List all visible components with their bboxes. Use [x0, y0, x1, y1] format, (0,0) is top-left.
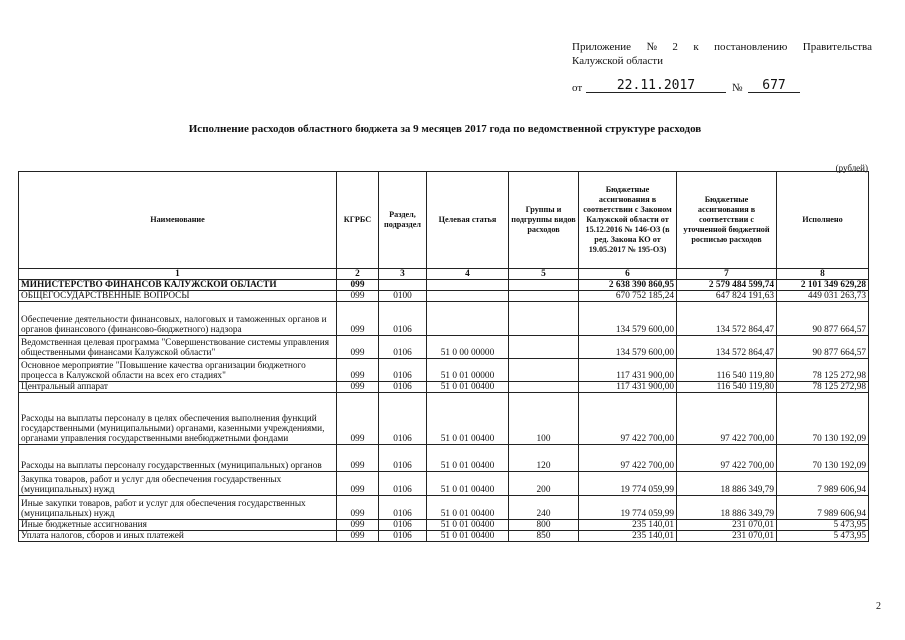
- row-name: Основное мероприятие "Повышение качества организации бюджетного процесса в Калужской области на всех его стадиях": [19, 359, 337, 382]
- row-executed: 5 473,95: [777, 531, 869, 542]
- table-row: [19, 445, 869, 472]
- row-group: [509, 291, 579, 302]
- row-target: 51 0 01 00400: [427, 445, 509, 472]
- row-group: [509, 359, 579, 382]
- header-law: Бюджетные ассигнования в соответствии с Законом Калужской области от 15.12.2016 № 146-ОЗ (в ред. Закона КО от 19.05.2017 № 195-ОЗ): [579, 172, 677, 269]
- row-group: 800: [509, 520, 579, 531]
- header-row: [19, 172, 869, 269]
- row-section: 0106: [379, 531, 427, 542]
- table-row: [19, 382, 869, 393]
- column-number: 2: [337, 269, 379, 280]
- row-executed: 70 130 192,09: [777, 393, 869, 445]
- row-name: Расходы на выплаты персоналу в целях обеспечения выполнения функций государственными (муниципальными) органами, казенными учреждениями, органами управления государственными внебюджетными фондами: [19, 393, 337, 445]
- row-executed: 78 125 272,98: [777, 359, 869, 382]
- row-target: 51 0 01 00400: [427, 382, 509, 393]
- row-executed: 90 877 664,57: [777, 302, 869, 336]
- header-groups: Группы и подгруппы видов расходов: [509, 172, 579, 269]
- row-section: 0106: [379, 445, 427, 472]
- column-number: 6: [579, 269, 677, 280]
- row-refined: 116 540 119,80: [677, 359, 777, 382]
- row-refined: 134 572 864,47: [677, 302, 777, 336]
- table-row: [19, 291, 869, 302]
- row-group: 100: [509, 393, 579, 445]
- table-row: [19, 496, 869, 520]
- row-law: 2 638 390 860,95: [579, 280, 677, 291]
- row-law: 134 579 600,00: [579, 336, 677, 359]
- row-refined: 97 422 700,00: [677, 445, 777, 472]
- row-kgrbs: 099: [337, 531, 379, 542]
- row-name: Иные закупки товаров, работ и услуг для обеспечения государственных (муниципальных) нужд: [19, 496, 337, 520]
- row-group: 850: [509, 531, 579, 542]
- document-title: Исполнение расходов областного бюджета за 9 месяцев 2017 года по ведомственной структуре расходов: [188, 123, 702, 135]
- row-name: Обеспечение деятельности финансовых, налоговых и таможенных органов и органов финансового (финансово-бюджетного) надзора: [19, 302, 337, 336]
- row-executed: 5 473,95: [777, 520, 869, 531]
- row-executed: 7 989 606,94: [777, 496, 869, 520]
- row-section: 0106: [379, 359, 427, 382]
- column-number: 7: [677, 269, 777, 280]
- row-kgrbs: 099: [337, 302, 379, 336]
- row-target: 51 0 01 00400: [427, 496, 509, 520]
- row-executed: 2 101 349 629,28: [777, 280, 869, 291]
- row-kgrbs: 099: [337, 359, 379, 382]
- resolution-date-line: [572, 74, 812, 94]
- row-target: 51 0 01 00000: [427, 359, 509, 382]
- row-section: 0100: [379, 291, 427, 302]
- row-target: 51 0 01 00400: [427, 393, 509, 445]
- row-group: 120: [509, 445, 579, 472]
- header-name: Наименование: [19, 172, 337, 269]
- row-target: [427, 291, 509, 302]
- row-law: 134 579 600,00: [579, 302, 677, 336]
- row-section: [379, 280, 427, 291]
- appendix-word: Правительства: [802, 41, 872, 53]
- header-executed: Исполнено: [777, 172, 869, 269]
- row-kgrbs: 099: [337, 520, 379, 531]
- row-name: Ведомственная целевая программа "Совершенствование системы управления общественными финансами Калужской области": [19, 336, 337, 359]
- row-refined: 97 422 700,00: [677, 393, 777, 445]
- row-group: [509, 302, 579, 336]
- expenditure-table: [18, 171, 869, 542]
- page-number: 2: [876, 601, 881, 612]
- appendix-word: к: [693, 41, 699, 53]
- row-kgrbs: 099: [337, 393, 379, 445]
- table-row: [19, 302, 869, 336]
- row-law: 19 774 059,99: [579, 472, 677, 496]
- number-prefix: №: [732, 82, 743, 94]
- resolution-number: 677: [748, 80, 800, 93]
- row-name: Иные бюджетные ассигнования: [19, 520, 337, 531]
- row-law: 97 422 700,00: [579, 445, 677, 472]
- row-kgrbs: 099: [337, 382, 379, 393]
- table-row: [19, 472, 869, 496]
- row-name: Закупка товаров, работ и услуг для обеспечения государственных (муниципальных) нужд: [19, 472, 337, 496]
- currency-unit: (рублей): [835, 163, 868, 173]
- header-target: Целевая статья: [427, 172, 509, 269]
- column-number: 4: [427, 269, 509, 280]
- row-name: ОБЩЕГОСУДАРСТВЕННЫЕ ВОПРОСЫ: [19, 291, 337, 302]
- row-name: Уплата налогов, сборов и иных платежей: [19, 531, 337, 542]
- row-name: Центральный аппарат: [19, 382, 337, 393]
- row-law: 235 140,01: [579, 520, 677, 531]
- row-law: 19 774 059,99: [579, 496, 677, 520]
- row-law: 235 140,01: [579, 531, 677, 542]
- row-kgrbs: 099: [337, 472, 379, 496]
- appendix-word: постановлению: [714, 41, 788, 53]
- table-row: [19, 531, 869, 542]
- row-kgrbs: 099: [337, 280, 379, 291]
- row-refined: 116 540 119,80: [677, 382, 777, 393]
- row-group: 240: [509, 496, 579, 520]
- row-refined: 134 572 864,47: [677, 336, 777, 359]
- row-kgrbs: 099: [337, 445, 379, 472]
- header-section: Раздел, подраздел: [379, 172, 427, 269]
- table-row: [19, 520, 869, 531]
- appendix-note: [572, 40, 872, 68]
- row-target: 51 0 00 00000: [427, 336, 509, 359]
- column-number: 8: [777, 269, 869, 280]
- row-target: 51 0 01 00400: [427, 531, 509, 542]
- row-kgrbs: 099: [337, 496, 379, 520]
- row-section: 0106: [379, 393, 427, 445]
- row-refined: 231 070,01: [677, 531, 777, 542]
- appendix-region: Калужской области: [572, 55, 663, 67]
- appendix-word: 2: [672, 41, 678, 53]
- row-section: 0106: [379, 496, 427, 520]
- row-section: 0106: [379, 302, 427, 336]
- row-law: 670 752 185,24: [579, 291, 677, 302]
- row-executed: 7 989 606,94: [777, 472, 869, 496]
- row-law: 117 431 900,00: [579, 382, 677, 393]
- row-section: 0106: [379, 336, 427, 359]
- row-name: МИНИСТЕРСТВО ФИНАНСОВ КАЛУЖСКОЙ ОБЛАСТИ: [19, 280, 337, 291]
- row-target: 51 0 01 00400: [427, 520, 509, 531]
- table-row: [19, 393, 869, 445]
- row-group: 200: [509, 472, 579, 496]
- header-kgrbs: КГРБС: [337, 172, 379, 269]
- column-number: 3: [379, 269, 427, 280]
- table-row: [19, 280, 869, 291]
- row-law: 117 431 900,00: [579, 359, 677, 382]
- row-law: 97 422 700,00: [579, 393, 677, 445]
- row-target: 51 0 01 00400: [427, 472, 509, 496]
- row-section: 0106: [379, 382, 427, 393]
- row-executed: 90 877 664,57: [777, 336, 869, 359]
- row-name: Расходы на выплаты персоналу государственных (муниципальных) органов: [19, 445, 337, 472]
- appendix-word: Приложение: [572, 41, 632, 53]
- resolution-date: 22.11.2017: [586, 80, 726, 93]
- column-number: 5: [509, 269, 579, 280]
- row-group: [509, 382, 579, 393]
- row-executed: 70 130 192,09: [777, 445, 869, 472]
- table-row: [19, 336, 869, 359]
- row-refined: 18 886 349,79: [677, 496, 777, 520]
- header-refined: Бюджетные ассигнования в соответствии с уточненной бюджетной росписью расходов: [677, 172, 777, 269]
- appendix-word: №: [646, 41, 657, 53]
- row-section: 0106: [379, 472, 427, 496]
- row-group: [509, 336, 579, 359]
- row-refined: 18 886 349,79: [677, 472, 777, 496]
- row-executed: 449 031 263,73: [777, 291, 869, 302]
- row-executed: 78 125 272,98: [777, 382, 869, 393]
- row-target: [427, 302, 509, 336]
- row-refined: 231 070,01: [677, 520, 777, 531]
- row-refined: 2 579 484 599,74: [677, 280, 777, 291]
- row-kgrbs: 099: [337, 336, 379, 359]
- row-group: [509, 280, 579, 291]
- table-body: [19, 280, 869, 542]
- row-refined: 647 824 191,63: [677, 291, 777, 302]
- row-section: 0106: [379, 520, 427, 531]
- row-target: [427, 280, 509, 291]
- column-number-row: [19, 269, 869, 280]
- column-number: 1: [19, 269, 337, 280]
- table-row: [19, 359, 869, 382]
- row-kgrbs: 099: [337, 291, 379, 302]
- date-prefix: от: [572, 82, 583, 94]
